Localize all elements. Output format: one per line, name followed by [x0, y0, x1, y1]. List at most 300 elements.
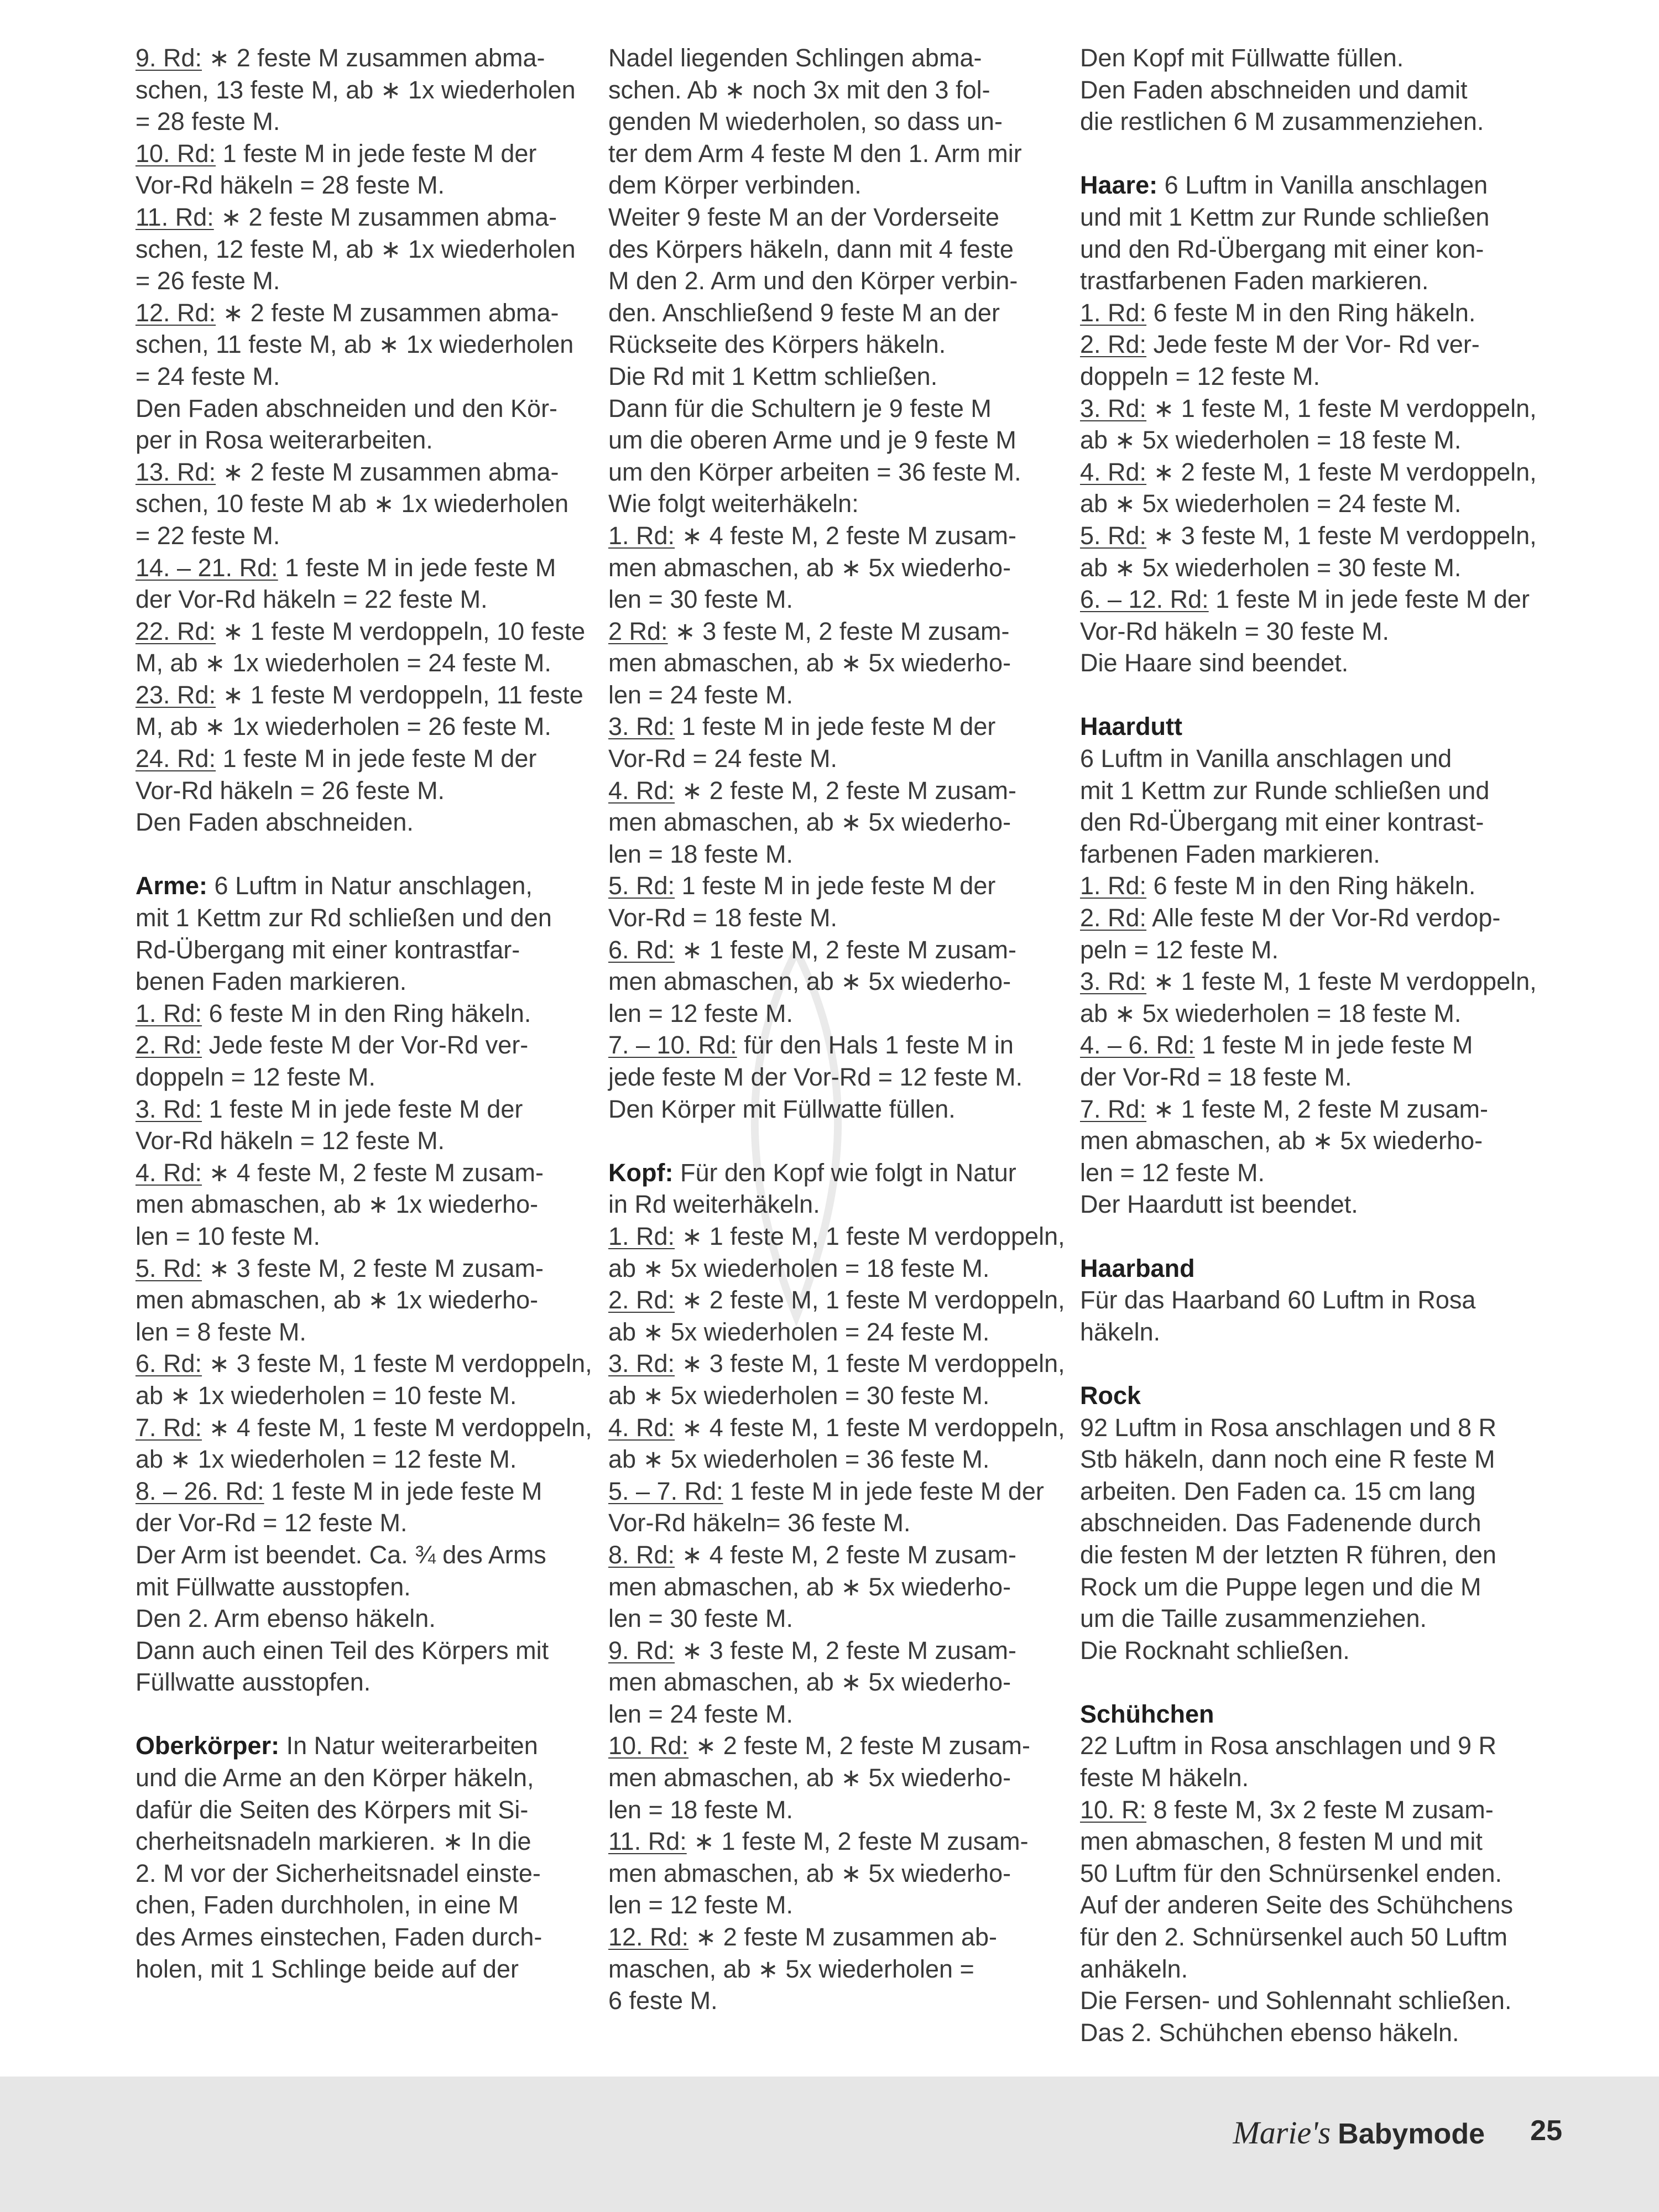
line-text: 2. M vor der Sicherheitsnadel einste- — [135, 1859, 541, 1887]
line-text: trastfarbenen Faden markieren. — [1080, 267, 1429, 295]
line-text: Der Arm ist beendet. Ca. ¾ des Arms — [135, 1540, 546, 1569]
text-line — [1080, 647, 1522, 679]
line-text: ∗ 2 feste M zusammen ab- — [688, 1923, 998, 1952]
line-text: der Vor-Rd = 18 feste M. — [1080, 1063, 1352, 1091]
line-text: ∗ 4 feste M, 2 feste M zusam- — [675, 1540, 1016, 1569]
text-line — [1080, 1635, 1522, 1667]
text-line — [135, 265, 578, 297]
line-text: Den Körper mit Füllwatte füllen. — [608, 1094, 956, 1123]
text-line — [135, 1539, 578, 1571]
line-text: mit 1 Kettm zur Runde schließen und — [1080, 776, 1490, 805]
text-line — [135, 679, 583, 711]
text-line — [1080, 2017, 1522, 2049]
text-line — [608, 201, 1051, 233]
text-line — [608, 393, 1051, 425]
text-line — [608, 870, 1051, 902]
line-text: chen, Faden durchholen, in eine M — [135, 1891, 519, 1919]
line-text: ∗ 4 feste M, 2 feste M zusam- — [675, 521, 1016, 550]
round-label: 2. Rd: — [135, 1031, 202, 1060]
line-text: len = 12 feste M. — [1080, 1158, 1265, 1187]
text-line — [135, 74, 578, 106]
line-text: Dann für die Schultern je 9 feste M — [608, 394, 992, 422]
text-line — [135, 297, 578, 329]
text-line — [1080, 233, 1522, 265]
line-text: = 28 feste M. — [135, 107, 280, 136]
line-text: farbenen Faden markieren. — [1080, 839, 1380, 868]
text-line — [135, 138, 578, 170]
text-line — [1080, 1507, 1522, 1539]
text-line — [608, 1794, 1051, 1826]
line-text: ∗ 1 feste M, 1 feste M verdoppeln, — [1146, 967, 1537, 996]
line-text: peln = 12 feste M. — [1080, 935, 1279, 964]
text-line — [1080, 1825, 1522, 1858]
text-line — [135, 106, 578, 138]
line-text: ∗ 3 feste M, 1 feste M verdoppeln, — [675, 1349, 1065, 1378]
text-line — [608, 615, 1051, 648]
text-line — [608, 1412, 1065, 1444]
text-line — [1080, 74, 1522, 106]
line-text: Die Haare sind beendet. — [1080, 649, 1349, 677]
section-heading: Arme: — [135, 872, 208, 900]
line-text: 6 feste M in den Ring häkeln. — [202, 999, 531, 1027]
line-text: 6 feste M in den Ring häkeln. — [1146, 872, 1476, 900]
paragraph-spacer — [135, 838, 578, 870]
text-line — [1080, 1571, 1522, 1603]
line-text: per in Rosa weiterarbeiten. — [135, 426, 433, 455]
line-text: men abmaschen, ab ∗ 1x wiederho- — [135, 1286, 539, 1314]
line-text: Die Rocknaht schließen. — [1080, 1636, 1350, 1665]
line-text: ∗ 2 feste M, 2 feste M zusam- — [675, 776, 1016, 805]
text-line — [135, 488, 578, 520]
line-text: men abmaschen, ab ∗ 5x wiederho- — [608, 649, 1011, 677]
line-text: ∗ 3 feste M, 2 feste M zusam- — [202, 1254, 544, 1282]
line-text: schen, 11 feste M, ab ∗ 1x wiederholen — [135, 330, 574, 359]
text-line — [1080, 1443, 1522, 1475]
line-text: len = 30 feste M. — [608, 1604, 793, 1633]
text-line — [135, 1666, 578, 1698]
line-text: len = 12 feste M. — [608, 1891, 793, 1919]
brand-logo — [1233, 2114, 1485, 2151]
line-text: die restlichen 6 M zusammenziehen. — [1080, 107, 1484, 136]
text-line — [135, 1220, 578, 1253]
text-line — [608, 1825, 1051, 1858]
line-text: M, ab ∗ 1x wiederholen = 26 feste M. — [135, 712, 551, 741]
line-text: len = 24 feste M. — [608, 680, 793, 709]
text-line — [608, 1985, 1051, 2017]
line-text: mit 1 Kettm zur Rd schließen und den — [135, 904, 552, 932]
text-line — [135, 1889, 578, 1921]
text-line — [135, 1125, 578, 1157]
line-text: ∗ 4 feste M, 1 feste M verdoppeln, — [675, 1413, 1065, 1442]
text-line — [608, 806, 1051, 838]
section-heading: Haardutt — [1080, 712, 1183, 741]
line-text: Stb häkeln, dann noch eine R feste M — [1080, 1445, 1495, 1474]
line-text: anhäkeln. — [1080, 1954, 1188, 1983]
round-label: 8. Rd: — [608, 1540, 675, 1569]
text-line — [608, 711, 1051, 743]
line-text: mit Füllwatte ausstopfen. — [135, 1572, 411, 1601]
text-line — [608, 328, 1051, 361]
line-text: Weiter 9 feste M an der Vorderseite — [608, 202, 1000, 231]
line-text: doppeln = 12 feste M. — [135, 1063, 376, 1091]
line-text: 8 feste M, 3x 2 feste M zusam- — [1146, 1795, 1494, 1824]
text-line — [1080, 552, 1522, 584]
round-label: 4. Rd: — [608, 776, 675, 805]
text-line — [1080, 42, 1522, 74]
line-text: schen. Ab ∗ noch 3x mit den 3 fol- — [608, 75, 990, 104]
text-line — [135, 711, 578, 743]
line-text: den Rd-Übergang mit einer kontrast- — [1080, 808, 1484, 837]
text-line — [135, 169, 578, 201]
round-label: 3. Rd: — [608, 1349, 675, 1378]
line-text: ∗ 1 feste M, 1 feste M verdoppeln, — [1146, 394, 1537, 422]
text-line — [1080, 902, 1522, 934]
line-text: um den Körper arbeiten = 36 feste M. — [608, 457, 1021, 486]
text-line — [135, 1762, 578, 1794]
text-line — [135, 552, 578, 584]
line-text: für den 2. Schnürsenkel auch 50 Luftm — [1080, 1923, 1507, 1952]
line-text: maschen, ab ∗ 5x wiederholen = — [608, 1954, 974, 1983]
round-label: 3. Rd: — [1080, 967, 1147, 996]
text-line — [1080, 201, 1522, 233]
line-text: 6 Luftm in Vanilla anschlagen — [1157, 171, 1488, 200]
line-text: men abmaschen, ab ∗ 5x wiederho- — [608, 1668, 1011, 1697]
text-line — [1080, 998, 1522, 1030]
round-label: 4. – 6. Rd: — [1080, 1031, 1195, 1060]
paragraph-spacer — [135, 1698, 578, 1730]
column-left — [135, 42, 592, 1985]
text-line — [608, 1507, 1051, 1539]
line-text: cherheitsnadeln markieren. ∗ In die — [135, 1827, 531, 1856]
line-text: ∗ 3 feste M, 2 feste M zusam- — [667, 617, 1010, 645]
text-line — [608, 1348, 1065, 1380]
text-line — [135, 1825, 578, 1858]
text-line — [135, 201, 578, 233]
text-line — [135, 1603, 578, 1635]
line-text: ab ∗ 5x wiederholen = 18 feste M. — [1080, 999, 1462, 1027]
watermark-logo — [713, 940, 879, 1327]
text-line — [135, 870, 578, 902]
text-line — [135, 743, 578, 775]
line-text: ∗ 4 feste M, 1 feste M verdoppeln, — [202, 1413, 592, 1442]
section-heading: Rock — [1080, 1381, 1141, 1410]
text-line — [1080, 169, 1522, 201]
text-line — [135, 328, 578, 361]
round-label: 6. Rd: — [135, 1349, 202, 1378]
text-line — [1080, 1029, 1522, 1061]
line-text: 6 Luftm in Natur anschlagen, — [207, 872, 533, 900]
line-text: Vor-Rd häkeln = 28 feste M. — [135, 171, 445, 200]
line-text: 6 Luftm in Vanilla anschlagen und — [1080, 744, 1452, 773]
line-text: 6 feste M. — [608, 1986, 718, 2015]
line-text: Die Fersen- und Sohlennaht schließen. — [1080, 1986, 1512, 2015]
text-line — [1080, 934, 1522, 966]
text-line — [1080, 1316, 1522, 1348]
line-text: len = 24 feste M. — [608, 1699, 793, 1728]
line-text: 22 Luftm in Rosa anschlagen und 9 R — [1080, 1731, 1496, 1760]
round-label: 4. Rd: — [135, 1158, 202, 1187]
text-line — [1080, 1762, 1522, 1794]
text-line — [135, 583, 578, 615]
paragraph-spacer — [1080, 1348, 1522, 1380]
line-text: Vor-Rd häkeln = 30 feste M. — [1080, 617, 1390, 645]
text-line — [135, 1029, 578, 1061]
round-label: 5. Rd: — [135, 1254, 202, 1282]
text-line — [135, 1921, 578, 1953]
brand-script: Marie's — [1233, 2115, 1331, 2151]
text-line — [135, 1061, 578, 1093]
line-text: len = 18 feste M. — [608, 839, 793, 868]
section-heading: Haarband — [1080, 1254, 1195, 1282]
text-line — [608, 424, 1051, 456]
text-line — [1080, 1603, 1522, 1635]
round-label: 11. Rd: — [608, 1827, 687, 1856]
line-text: und mit 1 Kettm zur Runde schließen — [1080, 202, 1490, 231]
section-heading: Kopf: — [608, 1158, 674, 1187]
text-line — [608, 1698, 1051, 1730]
section-heading: Schühchen — [1080, 1699, 1214, 1728]
round-label: 1. Rd: — [1080, 872, 1147, 900]
text-line — [135, 1794, 578, 1826]
line-text: 1 feste M in jede feste M der — [216, 139, 537, 168]
text-line — [608, 1635, 1051, 1667]
text-line — [135, 966, 578, 998]
round-label: 11. Rd: — [135, 202, 214, 231]
text-line — [135, 1571, 578, 1603]
line-text: ∗ 1 feste M verdoppeln, 10 feste — [216, 617, 586, 645]
line-text: ∗ 3 feste M, 1 feste M verdoppeln, — [202, 1349, 592, 1378]
round-label: 1. Rd: — [608, 1222, 675, 1250]
round-label: 9. Rd: — [135, 44, 202, 72]
text-line — [1080, 520, 1537, 552]
line-text: ∗ 2 feste M, 1 feste M verdoppeln, — [1146, 457, 1537, 486]
round-label: 14. – 21. Rd: — [135, 553, 278, 582]
line-text: men abmaschen, ab ∗ 5x wiederho- — [608, 1572, 1011, 1601]
text-line — [1080, 1412, 1522, 1444]
text-line — [1080, 1253, 1522, 1285]
round-label: 13. Rd: — [135, 457, 216, 486]
line-text: holen, mit 1 Schlinge beide auf der — [135, 1954, 519, 1983]
text-line — [1080, 488, 1522, 520]
line-text: M, ab ∗ 1x wiederholen = 24 feste M. — [135, 649, 551, 677]
text-line — [135, 1953, 578, 1985]
line-text: len = 10 feste M. — [135, 1222, 320, 1250]
line-text: Den Faden abschneiden. — [135, 808, 414, 837]
text-line — [608, 1889, 1051, 1921]
line-text: men abmaschen, ab ∗ 5x wiederho- — [608, 1764, 1011, 1792]
line-text: um die oberen Arme und je 9 feste M — [608, 426, 1016, 455]
paragraph-spacer — [1080, 138, 1522, 170]
line-text: doppeln = 12 feste M. — [1080, 362, 1321, 390]
line-text: ∗ 1 feste M, 2 feste M zusam- — [686, 1827, 1029, 1856]
text-line — [1080, 1061, 1522, 1093]
line-text: genden M wiederholen, so dass un- — [608, 107, 1003, 136]
line-text: 1 feste M in jede feste M der — [675, 712, 996, 741]
line-text: ∗ 2 feste M zusammen abma- — [216, 298, 559, 327]
text-line — [135, 456, 578, 488]
page-number: 25 — [1530, 2115, 1562, 2147]
line-text: ∗ 2 feste M zusammen abma- — [213, 202, 557, 231]
text-line — [135, 1348, 592, 1380]
line-text: men abmaschen, ab ∗ 5x wiederho- — [608, 967, 1011, 996]
text-line — [608, 743, 1051, 775]
text-line — [1080, 1475, 1522, 1507]
text-line — [1080, 1284, 1522, 1316]
text-line — [1080, 393, 1537, 425]
line-text: ∗ 3 feste M, 1 feste M verdoppeln, — [1146, 521, 1537, 550]
text-line — [1080, 1985, 1522, 2017]
line-text: Vor-Rd = 18 feste M. — [608, 904, 837, 932]
line-text: Für den Kopf wie folgt in Natur — [673, 1158, 1016, 1187]
round-label: 5. – 7. Rd: — [608, 1477, 723, 1505]
line-text: ∗ 1 feste M, 1 feste M verdoppeln, — [675, 1222, 1065, 1250]
line-text: = 22 feste M. — [135, 521, 280, 550]
text-line — [608, 106, 1051, 138]
text-line — [135, 1507, 578, 1539]
line-text: Füllwatte ausstopfen. — [135, 1668, 371, 1697]
text-line — [1080, 1157, 1522, 1189]
text-line — [608, 169, 1051, 201]
footer-bar — [0, 2077, 1659, 2212]
text-line — [135, 424, 578, 456]
line-text: 1 feste M in jede feste M der — [675, 872, 996, 900]
text-line — [135, 615, 586, 648]
text-line — [135, 1284, 578, 1316]
text-line — [135, 1475, 578, 1507]
text-line — [1080, 424, 1522, 456]
round-label: 10. Rd: — [135, 139, 216, 168]
text-line — [1080, 1889, 1522, 1921]
text-line — [135, 42, 578, 74]
line-text: abschneiden. Das Fadenende durch — [1080, 1509, 1481, 1537]
text-line — [135, 647, 578, 679]
text-line — [135, 998, 578, 1030]
round-label: 4. Rd: — [1080, 457, 1147, 486]
text-line — [608, 1730, 1051, 1762]
brand-name: Babymode — [1338, 2118, 1485, 2150]
line-text: Den Kopf mit Füllwatte füllen. — [1080, 44, 1404, 72]
text-line — [1080, 265, 1522, 297]
text-line — [135, 520, 578, 552]
round-label: 2. Rd: — [1080, 904, 1147, 932]
text-line — [1080, 456, 1537, 488]
text-line — [608, 456, 1051, 488]
paragraph-spacer — [1080, 1666, 1522, 1698]
text-line — [608, 1571, 1051, 1603]
round-label: 12. Rd: — [608, 1923, 689, 1952]
round-label: 5. Rd: — [608, 872, 675, 900]
line-text: 1 feste M in jede feste M der — [723, 1477, 1044, 1505]
text-line — [608, 552, 1051, 584]
line-text: Jede feste M der Vor- Rd ver- — [1146, 330, 1480, 359]
line-text: ∗ 2 feste M, 1 feste M verdoppeln, — [675, 1286, 1065, 1314]
line-text: men abmaschen, ab ∗ 5x wiederho- — [608, 553, 1011, 582]
round-label: 5. Rd: — [1080, 521, 1147, 550]
line-text: men abmaschen, ab ∗ 5x wiederho- — [608, 1859, 1011, 1887]
paragraph-spacer — [1080, 1220, 1522, 1253]
line-text: ∗ 2 feste M zusammen abma- — [202, 44, 545, 72]
text-line — [608, 1380, 1051, 1412]
line-text: den. Anschließend 9 feste M an der — [608, 298, 1000, 327]
text-line — [135, 1858, 578, 1890]
line-text: = 26 feste M. — [135, 267, 280, 295]
text-line — [608, 1953, 1051, 1985]
line-text: des Armes einstechen, Faden durch- — [135, 1923, 542, 1952]
line-text: ab ∗ 1x wiederholen = 10 feste M. — [135, 1381, 517, 1410]
line-text: ab ∗ 1x wiederholen = 12 feste M. — [135, 1445, 517, 1474]
line-text: 1 feste M in jede feste M — [278, 553, 556, 582]
line-text: dafür die Seiten des Körpers mit Si- — [135, 1795, 529, 1824]
text-line — [1080, 1730, 1522, 1762]
text-line — [135, 1253, 578, 1285]
round-label: 12. Rd: — [135, 298, 216, 327]
line-text: 92 Luftm in Rosa anschlagen und 8 R — [1080, 1413, 1496, 1442]
round-label: 1. Rd: — [135, 999, 202, 1027]
text-line — [135, 1188, 578, 1220]
round-label: 1. Rd: — [1080, 298, 1147, 327]
line-text: ab ∗ 5x wiederholen = 18 feste M. — [608, 1254, 990, 1282]
text-line — [135, 1730, 578, 1762]
text-line — [1080, 1093, 1522, 1125]
line-text: ter dem Arm 4 feste M den 1. Arm mir — [608, 139, 1022, 168]
section-heading: Oberkörper: — [135, 1731, 280, 1760]
line-text: men abmaschen, ab ∗ 5x wiederho- — [1080, 1126, 1483, 1155]
text-line — [1080, 1921, 1522, 1953]
round-label: 24. Rd: — [135, 744, 216, 773]
text-line — [135, 233, 578, 265]
line-text: der Vor-Rd häkeln = 22 feste M. — [135, 585, 488, 614]
text-line — [608, 488, 1051, 520]
text-line — [1080, 775, 1522, 807]
line-text: Wie folgt weiterhäkeln: — [608, 489, 859, 518]
round-label: 10. R: — [1080, 1795, 1147, 1824]
text-line — [1080, 583, 1530, 615]
round-label: 7. – 10. Rd: — [608, 1031, 737, 1060]
line-text: und die Arme an den Körper häkeln, — [135, 1764, 534, 1792]
text-line — [1080, 806, 1522, 838]
text-line — [1080, 966, 1537, 998]
round-label: 1. Rd: — [608, 521, 675, 550]
round-label: 3. Rd: — [1080, 394, 1147, 422]
line-text: Die Rd mit 1 Kettm schließen. — [608, 362, 938, 390]
text-line — [135, 1412, 592, 1444]
line-text: len = 30 feste M. — [608, 585, 793, 614]
line-text: ab ∗ 5x wiederholen = 30 feste M. — [608, 1381, 990, 1410]
line-text: ∗ 2 feste M, 2 feste M zusam- — [688, 1731, 1030, 1760]
column-right — [1080, 42, 1537, 2048]
line-text: die festen M der letzten R führen, den — [1080, 1540, 1496, 1569]
line-text: feste M häkeln. — [1080, 1764, 1249, 1792]
line-text: ∗ 2 feste M zusammen abma- — [216, 457, 559, 486]
round-label: 3. Rd: — [135, 1094, 202, 1123]
text-line — [608, 361, 1051, 393]
text-line — [1080, 1858, 1522, 1890]
line-text: Rückseite des Körpers häkeln. — [608, 330, 946, 359]
text-line — [1080, 1794, 1522, 1826]
text-line — [1080, 1953, 1522, 1985]
text-line — [608, 647, 1051, 679]
round-label: 10. Rd: — [608, 1731, 689, 1760]
text-line — [608, 42, 1051, 74]
round-label: 2. Rd: — [608, 1286, 675, 1314]
text-line — [1080, 361, 1522, 393]
line-text: M den 2. Arm und den Körper verbin- — [608, 267, 1018, 295]
round-label: 6. – 12. Rd: — [1080, 585, 1209, 614]
text-line — [608, 838, 1051, 870]
line-text: 1 feste M in jede feste M der — [216, 744, 537, 773]
line-text: Den Faden abschneiden und damit — [1080, 75, 1468, 104]
line-text: Auf der anderen Seite des Schühchens — [1080, 1891, 1514, 1919]
